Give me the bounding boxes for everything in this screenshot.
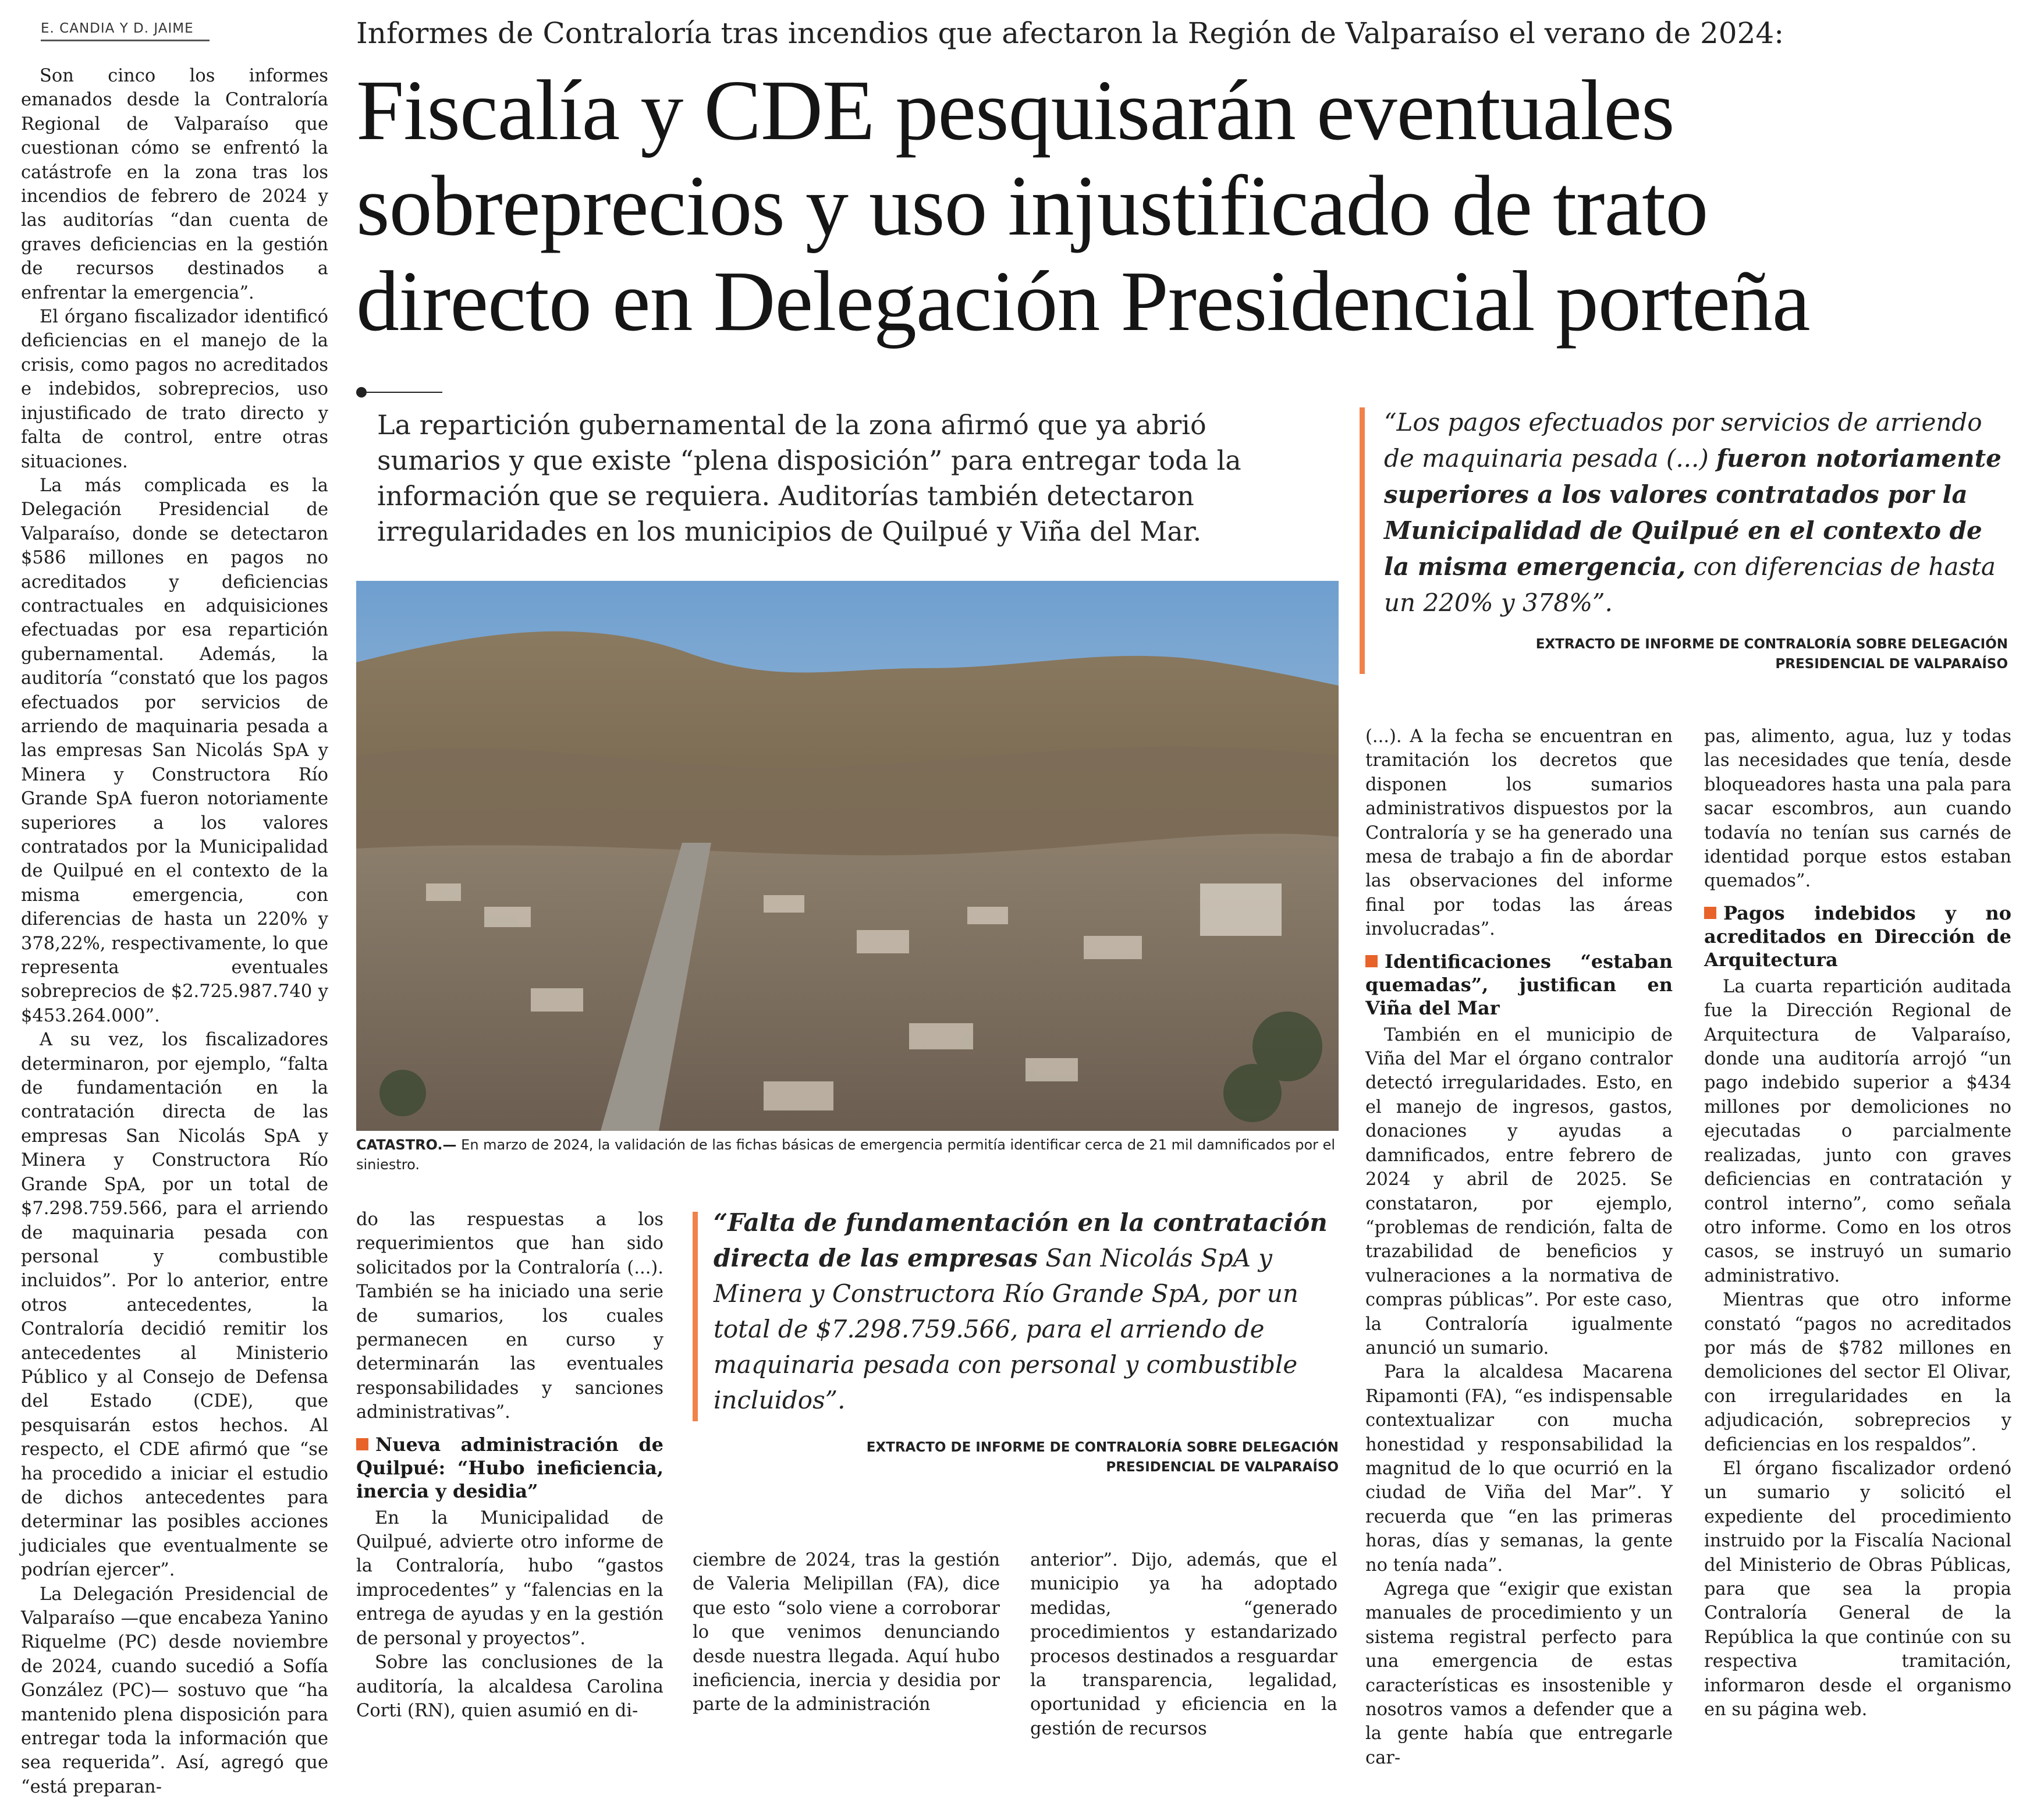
- quote2-source: EXTRACTO DE INFORME DE CONTRALORÍA SOBRE DELEGACIÓN PRESIDENCIAL DE VALPARAÍSO: [866, 1440, 1339, 1475]
- photo-illustration: [356, 581, 1339, 1131]
- col5-para-4: Agrega que “exigir que existan manuales de procedimiento y un sistema registral perfecto para una emergencia de estas características es insostenible y nosotros vamos a defender que a la gente había que entregarle car-: [1365, 1579, 1673, 1768]
- col2-para-1: do las respuestas a los requerimientos que han sido solicitados por la Contraloría (...). También se ha iniciado una serie de sumarios, los cuales permanecen en curso y determinarán las eventuales responsabilidades y sanciones administrativas”.: [356, 1209, 663, 1423]
- headline-line-2: sobreprecios y uso injustificado de trato: [356, 158, 1708, 254]
- col5-subhead: [1365, 950, 1673, 1020]
- quote1-pre: “Los pagos efectuados por servicios de arriendo de maquinaria pesada (...): [1384, 408, 1982, 473]
- kicker: Informes de Contraloría tras incendios que afectaron la Región de Valparaíso el verano de 2024:: [356, 16, 1784, 50]
- col2-para-3: Sobre las conclusiones de la auditoría, la alcaldesa Carolina Corti (RN), quien asumió en di-: [356, 1652, 663, 1721]
- col6-subhead: [1704, 902, 2011, 971]
- col3-para-1: ciembre de 2024, tras la gestión de Valeria Melipillan (FA), dice que esto “solo viene a corroborar lo que venimos denunciando desde nuestra llegada. Aquí hubo ineficiencia, inercia y desidia por parte de la administración: [693, 1550, 1000, 1715]
- square-bullet-icon: [1704, 907, 1716, 919]
- col1-para-2: El órgano fiscalizador identificó deficiencias en el manejo de la crisis, como pagos no acreditados e indebidos, sobreprecios, uso injustificado de trato directo y falta de control, entre otras situaciones.: [21, 307, 328, 472]
- col6-para-1: pas, alimento, agua, luz y todas las necesidades que tenía, desde bloqueadores hasta una pala para sacar escombros, aun cuando todavía no tenían sus carnés de identidad porque estos estaban quemados”.: [1704, 726, 2011, 892]
- col4-para-1: anterior”. Dijo, además, que el municipio ya ha adoptado medidas, “generado procedimientos y estandarizado procesos destinados a resguardar la transparencia, legalidad, oportunidad y eficiencia en la gestión de recursos: [1030, 1550, 1337, 1739]
- col2-subhead: [356, 1433, 663, 1503]
- deck-summary: La repartición gubernamental de la zona afirmó que ya abrió sumarios y que existe “plena disposición” para entregar toda la información que se requiera. Auditorías también detectaron irregularidades en los municipios de Quilpué y Viña del Mar.: [377, 409, 1241, 547]
- column-1: [21, 64, 328, 1799]
- quote1-post: con diferencias de hasta un 220% y 378%”.: [1384, 552, 1996, 617]
- column-6: [1704, 725, 2011, 1722]
- column-3: [693, 1548, 1000, 1717]
- col6-para-2: La cuarta repartición auditada fue la Dirección Regional de Arquitectura de Valparaíso, donde una auditoría arrojó “un pago indebido superior a $434 millones por demoliciones no ejecutadas o parcialmente realizadas, junto con graves deficiencias en contratación y control interno”, como señala otro informe. Como en los otros casos, se instruyó un sumario administrativo.: [1704, 976, 2011, 1286]
- caption-label: CATASTRO.—: [356, 1137, 457, 1153]
- col2-para-2: En la Municipalidad de Quilpué, advierte otro informe de la Contraloría, hubo “gastos improcedentes” y “falencias en la entrega de ayudas y en la gestión de personal y proyectos”.: [356, 1507, 663, 1649]
- quote-bar-2: [693, 1212, 698, 1421]
- col6-para-3: Mientras que otro informe constató “pagos no acreditados por más de $782 millones en demoliciones del sector El Olivar, con irregularidades en la adjudicación, sobreprecios y deficiencias en los respaldos”.: [1704, 1290, 2011, 1455]
- col6-subhead-text: Pagos indebidos y no acreditados en Dirección de Arquitectura: [1704, 902, 2011, 971]
- aerial-photo: [356, 581, 1339, 1131]
- col5-para-3: Para la alcaldesa Macarena Ripamonti (FA), “es indispensable contextualizar con mucha honestidad y responsabilidad la magnitud de lo que ocurrió en la ciudad de Viña del Mar”. Y recuerda que “en las primeras horas, días y semanas, la gente no tenía nada”.: [1365, 1362, 1673, 1576]
- caption-text: En marzo de 2024, la validación de las fichas básicas de emergencia permitía identificar cerca de 21 mil damnificados por el siniestro.: [356, 1137, 1336, 1173]
- column-4: [1030, 1548, 1337, 1741]
- col5-subhead-text: Identificaciones “estaban quemadas”, justifican en Viña del Mar: [1365, 950, 1673, 1019]
- column-2: [356, 1208, 663, 1723]
- quote1-bold: fueron notoriamente superiores a los valores contratados por la Municipalidad de Quilpué en el contexto de la misma emergencia,: [1384, 444, 2002, 581]
- headline: [356, 63, 2032, 349]
- quote2-bold: “Falta de fundamentación en la contratación directa de las empresas: [714, 1208, 1328, 1272]
- pull-quote-2: [714, 1205, 1342, 1418]
- quote-bar-1: [1360, 407, 1365, 674]
- column-5: [1365, 725, 1673, 1770]
- col1-para-4: A su vez, los fiscalizadores determinaron, por ejemplo, “falta de fundamentación en la contratación directa de las empresas San Nicolás SpA y Minera y Constructora Río Grande SpA, por un total de $7.298.759.566, para el arriendo de maquinaria pesada con personal y combustible incluidos”. Por lo anterior, entre otros antecedentes, la Contraloría decidió remitir los antecedentes al Ministerio Público y al Consejo de Defensa del Estado (CDE), que pesquisarán estos hechos. Al respecto, el CDE afirmó que “se ha procedido a iniciar el estudio de dichos antecedentes para determinar las posibles acciones judiciales que eventualmente se podrían ejercer”.: [21, 1030, 328, 1581]
- col5-para-1: (...). A la fecha se encuentran en tramitación los decretos que disponen los sumarios administrativos dispuestos por la Contraloría y se ha generado una mesa de trabajo a fin de abordar las observaciones del informe final por todas las áreas involucradas”.: [1365, 726, 1673, 940]
- col1-para-1: Son cinco los informes emanados desde la Contraloría Regional de Valparaíso que cuestionan cómo se enfrentó la catástrofe en la zona tras los incendios de febrero de 2024 y las auditorías “dan cuenta de graves deficiencias en la gestión de recursos destinados a enfrentar la emergencia”.: [21, 66, 328, 303]
- bullet-rule: [367, 392, 442, 393]
- pull-quote-1: [1384, 404, 2013, 621]
- quote2-post: San Nicolás SpA y Minera y Constructora Río Grande SpA, por un total de $7.298.759.566, para el arriendo de maquinaria pesada con personal y combustible incluidos”.: [714, 1244, 1298, 1414]
- headline-line-3: directo en Delegación Presidencial porteña: [356, 254, 1810, 349]
- square-bullet-icon: [356, 1438, 368, 1450]
- byline: E. CANDIA Y D. JAIME: [41, 21, 210, 41]
- col6-para-4: El órgano fiscalizador ordenó un sumario y solicitó el expediente del procedimiento instruido por la Fiscalía Nacional del Ministerio de Obras Públicas, para que sea la propia Contraloría General de la República la que continúe con su respectiva tramitación, informaron desde el organismo en su página web.: [1704, 1458, 2011, 1720]
- col1-para-3: La más complicada es la Delegación Presidencial de Valparaíso, donde se detectaron $586 millones en pagos no acreditados y deficiencias contractuales en adquisiciones efectuadas por esa repartición gubernamental. Además, la auditoría “constató que los pagos efectuados por servicios de arriendo de maquinaria pesada a las empresas San Nicolás SpA y Minera y Constructora Río Grande SpA fueron notoriamente superiores a los valores contratados por la Municipalidad de Quilpué en el contexto de la misma emergencia, con diferencias de hasta un 220% y 378,22%, respectivamente, lo que representa eventuales sobreprecios de $2.725.987.740 y $453.264.000”.: [21, 475, 328, 1026]
- col2-subhead-text: Nueva administración de Quilpué: “Hubo ineficiencia, inercia y desidia”: [356, 1433, 663, 1502]
- bullet-dot: [356, 387, 367, 398]
- col5-para-2: También en el municipio de Viña del Mar el órgano contralor detectó irregularidades. Esto, en el manejo de ingresos, gastos, donaciones y ayudas a damnificados, entre febrero de 2024 y abril de 2025. Se constataron, por ejemplo, “problemas de rendición, falta de trazabilidad de beneficios y vulneraciones a la normativa de compras públicas”. Por este caso, la Contraloría igualmente anunció un sumario.: [1365, 1024, 1673, 1358]
- photo-caption: [356, 1135, 1339, 1175]
- square-bullet-icon: [1365, 955, 1378, 967]
- col1-para-5: La Delegación Presidencial de Valparaíso —que encabeza Yanino Riquelme (PC) desde noviembre de 2024, cuando sucedió a Sofía González (PC)— sostuvo que “ha mantenido plena disposición para entregar toda la información que sea requerida”. Así, agregó que “está preparan-: [21, 1584, 328, 1797]
- headline-line-1: Fiscalía y CDE pesquisarán eventuales: [356, 63, 1674, 158]
- quote1-source: EXTRACTO DE INFORME DE CONTRALORÍA SOBRE DELEGACIÓN PRESIDENCIAL DE VALPARAÍSO: [1535, 637, 2008, 672]
